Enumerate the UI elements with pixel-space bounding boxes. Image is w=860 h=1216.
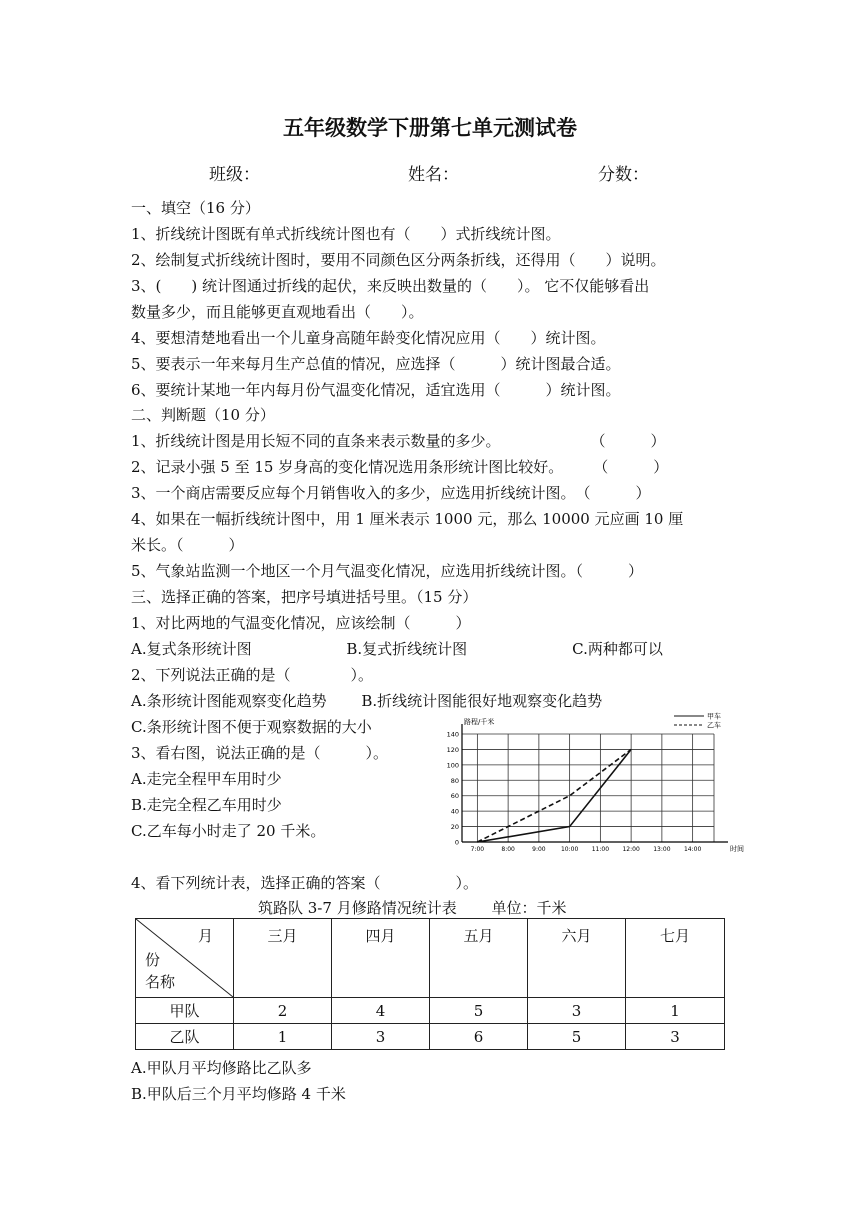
x-tick-label: 7:00 [470,846,485,853]
question-text: 2、下列说法正确的是（ ）。 [131,666,374,684]
page-title: 五年级数学下册第七单元测试卷 [283,116,577,140]
table-cell: 3 [332,1024,430,1050]
table-caption: 筑路队 3-7 月修路情况统计表 单位：千米 [258,899,567,917]
question-text: 1、折线统计图是用长短不同的直条来表示数量的多少。 （ ） [131,432,666,450]
choice-option: B.走完全程乙车用时少 [131,796,282,814]
table-header-cell: 五月 [430,919,528,998]
table-cell: 5 [528,1024,626,1050]
corner-label-month: 月 [197,927,213,945]
stat-table [135,918,725,1050]
y-tick-label: 80 [450,776,459,785]
y-axis-label: 路程/千米 [464,718,495,726]
x-tick-label: 14:00 [683,846,702,853]
question-text: 数量多少，而且能够更直观地看出（ ）。 [131,303,424,321]
table-header-cell: 三月 [234,919,332,998]
question-text: 4、如果在一幅折线统计图中，用 1 厘米表示 1000 元，那么 10000 元应画 10 厘 [131,510,684,528]
question-text: 3、一个商店需要反应每个月销售收入的多少，应选用折线统计图。 （ ） [131,484,651,502]
question-text: 3、( ) 统计图通过折线的起伏，来反映出数量的（ ）。 它不仅能够看出 [131,277,650,295]
table-cell: 3 [528,998,626,1024]
x-tick-label: 13:00 [653,846,671,853]
question-text: 4、看下列统计表，选择正确的答案（ ）。 [131,874,479,892]
x-axis-label: 时间 [730,845,744,853]
table-header-cell: 六月 [528,919,626,998]
table-header-cell: 七月 [626,919,725,998]
y-tick-label: 20 [450,823,459,832]
line-chart-svg [436,710,744,860]
table-cell: 6 [430,1024,528,1050]
y-tick-label: 0 [454,838,459,847]
legend-label: 乙车 [707,721,721,730]
table-cell: 5 [430,998,528,1024]
x-tick-label: 11:00 [591,846,610,853]
question-text: 3、看右图，说法正确的是（ ）。 [131,744,389,762]
y-tick-label: 140 [446,730,459,739]
question-text: 4、要想清楚地看出一个儿童身高随年龄变化情况应用（ ）统计图。 [131,329,606,347]
question-text: 1、对比两地的气温变化情况，应该绘制（ ） [131,614,471,632]
legend-label: 甲车 [707,712,721,721]
section-fill-blank-heading: 一、填空（16 分） [131,199,260,217]
table-row [136,1024,725,1050]
question-text: 米长。（ ） [131,536,244,554]
question-text: 2、绘制复式折线统计图时，要用不同颜色区分两条折线，还得用（ ）说明。 [131,251,666,269]
x-tick-label: 8:00 [501,846,515,853]
choice-option: A.走完全程甲车用时少 [131,770,282,788]
choice-option: C.条形统计图不便于观察数据的大小 [131,718,372,736]
x-tick-label: 9:00 [532,846,546,853]
y-tick-label: 60 [450,792,459,801]
table-cell: 4 [332,998,430,1024]
y-tick-label: 100 [446,761,459,770]
x-tick-label: 12:00 [622,846,640,853]
choice-option: C.乙车每小时走了 20 千米。 [131,822,326,840]
table-row-name: 乙队 [136,1024,234,1050]
table-row-name: 甲队 [136,998,234,1024]
name-label: 姓名： [408,165,459,185]
table-cell: 3 [626,1024,725,1050]
section-judge-heading: 二、判断题（10 分） [131,406,275,424]
class-label: 班级： [209,165,260,185]
table-corner-cell [136,919,234,998]
x-tick-label: 10:00 [560,846,579,853]
y-tick-label: 40 [450,807,459,816]
question-text: 5、气象站监测一个地区一个月气温变化情况，应选用折线统计图。（ ） [131,562,644,580]
y-tick-label: 120 [446,745,459,754]
choice-options: A.复式条形统计图 B.复式折线统计图 C.两种都可以 [131,640,663,658]
question-text: 6、要统计某地一年内每月份气温变化情况，适宜选用（ ）统计图。 [131,381,621,399]
choice-options: A.条形统计图能观察变化趋势 B.折线统计图能很好地观察变化趋势 [131,692,603,710]
corner-label-part: 份 [145,951,161,969]
score-label: 分数： [598,165,649,185]
question-text: 1、折线统计图既有单式折线统计图也有（ ）式折线统计图。 [131,225,561,243]
choice-option: A.甲队月平均修路比乙队多 [131,1059,312,1077]
table-cell: 1 [234,1024,332,1050]
line-chart [436,710,744,860]
section-choice-heading: 三、选择正确的答案，把序号填进括号里。（15 分） [131,588,478,606]
table-cell: 1 [626,998,725,1024]
question-text: 2、记录小强 5 至 15 岁身高的变化情况选用条形统计图比较好。 （ ） [131,458,669,476]
table-cell: 2 [234,998,332,1024]
table-header-row [136,919,725,998]
corner-label-name: 名称 [145,973,176,991]
table-header-cell: 四月 [332,919,430,998]
table-row [136,998,725,1024]
choice-option: B.甲队后三个月平均修路 4 千米 [131,1085,346,1103]
question-text: 5、要表示一年来每月生产总值的情况，应选择（ ）统计图最合适。 [131,355,621,373]
